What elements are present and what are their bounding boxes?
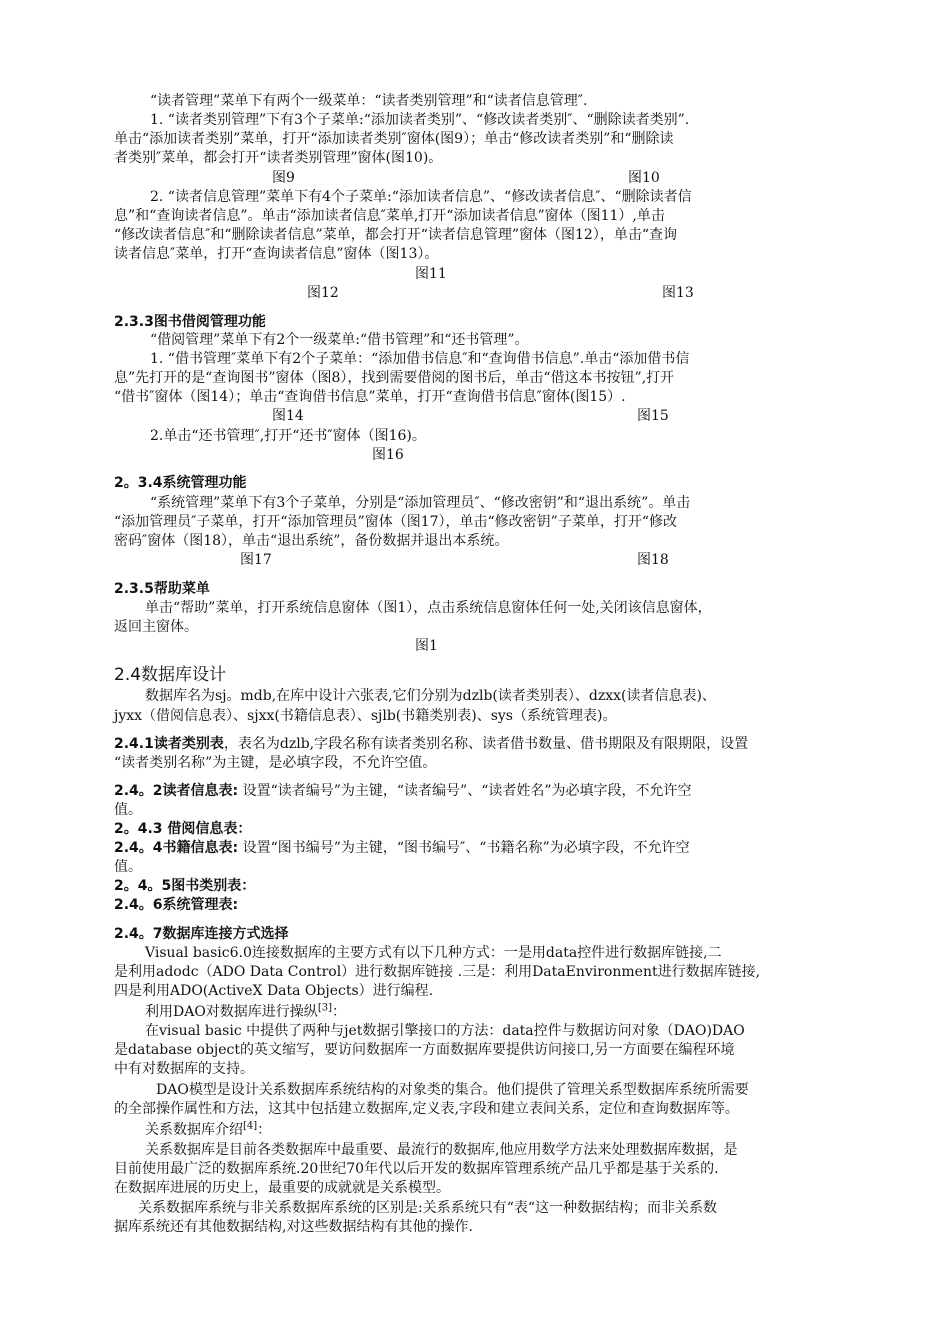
paragraph-line: 返回主窗体。 <box>114 619 198 635</box>
paragraph-line: 目前使用最广泛的数据库系统.20世纪70年代以后开发的数据库管理系统产品几乎都是基于关系的. <box>114 1161 719 1177</box>
subsection-line <box>114 925 289 944</box>
paragraph-line: 在visual basic 中提供了两种与jet数据引擎接口的方法：data控件与数据访问对象（DAO)DAO <box>145 1023 745 1039</box>
paragraph-line: 在数据库进展的历史上，最重要的成就就是关系模型。 <box>114 1180 450 1196</box>
subsection-text: 设置“读者编号”为主键，“读者编号”、“读者姓名”为必填字段，不允许空 <box>238 783 692 799</box>
paragraph-line: “读者类别名称”为主键，是必填字段，不允许空值。 <box>114 755 437 771</box>
citation-ref: [3] <box>317 1002 332 1014</box>
paragraph-line: “借书″窗体（图14）；单击“查询借书信息”菜单，打开“查询借书信息″窗体(图15）. <box>114 389 626 405</box>
paragraph-line: 息”先打开的是“查询图书”窗体（图8），找到需要借阅的图书后，单击“借这本书按钮”,打开 <box>114 370 675 386</box>
paragraph-line: “读者管理”菜单下有两个一级菜单：“读者类别管理”和“读者信息管理″. <box>150 93 588 109</box>
paragraph-line: 读者信息″菜单，打开“查询读者信息”窗体（图13）。 <box>114 246 439 262</box>
subsection-line <box>114 782 692 801</box>
section-heading: 2.3.5帮助菜单 <box>114 581 210 597</box>
paragraph-text: ： <box>331 1004 346 1020</box>
subsection-text: ，表名为dzlb,字段名称有读者类别名称、读者借书数量、借书期限及有限期限，设置 <box>223 736 749 752</box>
paragraph-line: “修改读者信息″和“删除读者信息”菜单，都会打开“读者信息管理”窗体（图12），单击“查询 <box>114 227 677 243</box>
paragraph-line: 四是利用ADO(ActiveX Data Objects）进行编程. <box>114 983 434 999</box>
subsection-title: 2.4。7数据库连接方式选择 <box>114 926 289 942</box>
subsection-title: 2。4.3 借阅信息表： <box>114 821 252 837</box>
paragraph-line: 2. “读者信息管理”菜单下有4个子菜单:“添加读者信息”、“修改读者信息″、“删除读者信 <box>150 189 692 205</box>
paragraph-line: 是利用adodc（ADO Data Control）进行数据库链接 .三是：利用DataEnvironment进行数据库链接, <box>114 964 761 980</box>
subsection-line <box>114 839 690 858</box>
section-heading: 2.3.3图书借阅管理功能 <box>114 314 266 330</box>
paragraph-text: 关系数据库介绍 <box>145 1122 243 1138</box>
figure-caption: 图1 <box>415 638 438 654</box>
paragraph-line: 2.单击“还书管理″,打开“还书″窗体（图16)。 <box>150 428 426 444</box>
subsection-line <box>114 820 251 839</box>
paragraph-line: 值。 <box>114 859 142 875</box>
paragraph-line <box>145 1003 346 1022</box>
subsection-line <box>114 735 748 754</box>
subsection-line <box>114 877 255 896</box>
subsection-title: 2。4。5图书类别表： <box>114 878 256 894</box>
paragraph-line <box>145 1121 271 1140</box>
paragraph-line: 关系数据库是目前各类数据库中最重要、最流行的数据库,他应用数学方法来处理数据库数据，是 <box>145 1142 738 1158</box>
paragraph-line: 者类别″菜单，都会打开“读者类别管理”窗体(图10)。 <box>114 150 443 166</box>
figure-caption: 图15 <box>637 408 669 424</box>
paragraph-line: “借阅管理”菜单下有2个一级菜单:“借书管理”和“还书管理”。 <box>150 332 529 348</box>
figure-caption: 图14 <box>272 408 304 424</box>
section-heading: 2。3.4系统管理功能 <box>114 475 247 491</box>
paragraph-line: Visual basic6.0连接数据库的主要方式有以下几种方式：一是用data控件进行数据库链接,二 <box>145 945 722 961</box>
paragraph-line: 中有对数据库的支持。 <box>114 1061 254 1077</box>
paragraph-line: 单击“添加读者类别”菜单，打开“添加读者类别″窗体(图9）；单击“修改读者类别”和“删除读 <box>114 131 674 147</box>
paragraph-text: ： <box>257 1122 272 1138</box>
subsection-title: 2.4。2读者信息表: <box>114 783 239 799</box>
paragraph-line: 数据库名为sj。mdb,在库中设计六张表,它们分别为dzlb(读者类别表）、dzxx(读者信息表)、 <box>145 688 716 704</box>
figure-caption: 图18 <box>637 552 669 568</box>
subsection-line <box>114 896 238 915</box>
paragraph-line: jyxx（借阅信息表）、sjxx(书籍信息表）、sjlb(书籍类别表)、sys（系统管理表)。 <box>114 708 617 724</box>
figure-caption: 图9 <box>272 170 295 186</box>
subsection-title: 2.4。4书籍信息表: <box>114 840 239 856</box>
paragraph-line: 息”和“查询读者信息”。单击“添加读者信息″菜单,打开“添加读者信息”窗体（图11）,单击 <box>114 208 665 224</box>
paragraph-line: 的全部操作属性和方法，这其中包括建立数据库,定义表,字段和建立表间关系，定位和查询数据库等。 <box>114 1101 739 1117</box>
subsection-text: 设置“图书编号”为主键，“图书编号″、“书籍名称”为必填字段，不允许空 <box>238 840 690 856</box>
paragraph-line: 1. “读者类别管理”下有3个子菜单:“添加读者类别”、“修改读者类别″、“删除读者类别”. <box>150 112 690 128</box>
paragraph-line: 单击“帮助”菜单，打开系统信息窗体（图1），点击系统信息窗体任何一处,关闭该信息窗体， <box>145 600 712 616</box>
paragraph-line: 是database object的英文缩写，要访问数据库一方面数据库要提供访问接口,另一方面要在编程环境 <box>114 1042 735 1058</box>
subsection-title: 2.4.1读者类别表 <box>114 736 224 752</box>
subsection-title: 2.4。6系统管理表: <box>114 897 239 913</box>
citation-ref: [4] <box>243 1120 258 1132</box>
paragraph-text: 利用DAO对数据库进行操纵 <box>145 1004 318 1020</box>
figure-caption: 图11 <box>415 266 447 282</box>
paragraph-line: DAO模型是设计关系数据库系统结构的对象类的集合。他们提供了管理关系型数据库系统所需要 <box>156 1082 749 1098</box>
section-heading: 2.4数据库设计 <box>114 665 227 685</box>
figure-caption: 图10 <box>628 170 660 186</box>
paragraph-line: 关系数据库系统与非关系数据库系统的区别是:关系系统只有“表“这一种数据结构；而非关系数 <box>138 1200 718 1216</box>
figure-caption: 图16 <box>372 447 404 463</box>
paragraph-line: 密码″窗体（图18），单击“退出系统”，备份数据并退出本系统。 <box>114 533 509 549</box>
figure-caption: 图12 <box>307 285 339 301</box>
paragraph-line: “添加管理员″子菜单，打开“添加管理员”窗体（图17），单击“修改密钥”子菜单，打开“修改 <box>114 514 677 530</box>
paragraph-line: “系统管理”菜单下有3个子菜单，分别是“添加管理员″、“修改密钥”和“退出系统”。单击 <box>150 495 691 511</box>
paragraph-line: 值。 <box>114 802 142 818</box>
figure-caption: 图13 <box>662 285 694 301</box>
paragraph-line: 据库系统还有其他数据结构,对这些数据结构有其他的操作. <box>114 1219 473 1235</box>
figure-caption: 图17 <box>240 552 272 568</box>
paragraph-line: 1. “借书管理″菜单下有2个子菜单：“添加借书信息″和“查询借书信息”.单击“添加借书信 <box>150 351 690 367</box>
